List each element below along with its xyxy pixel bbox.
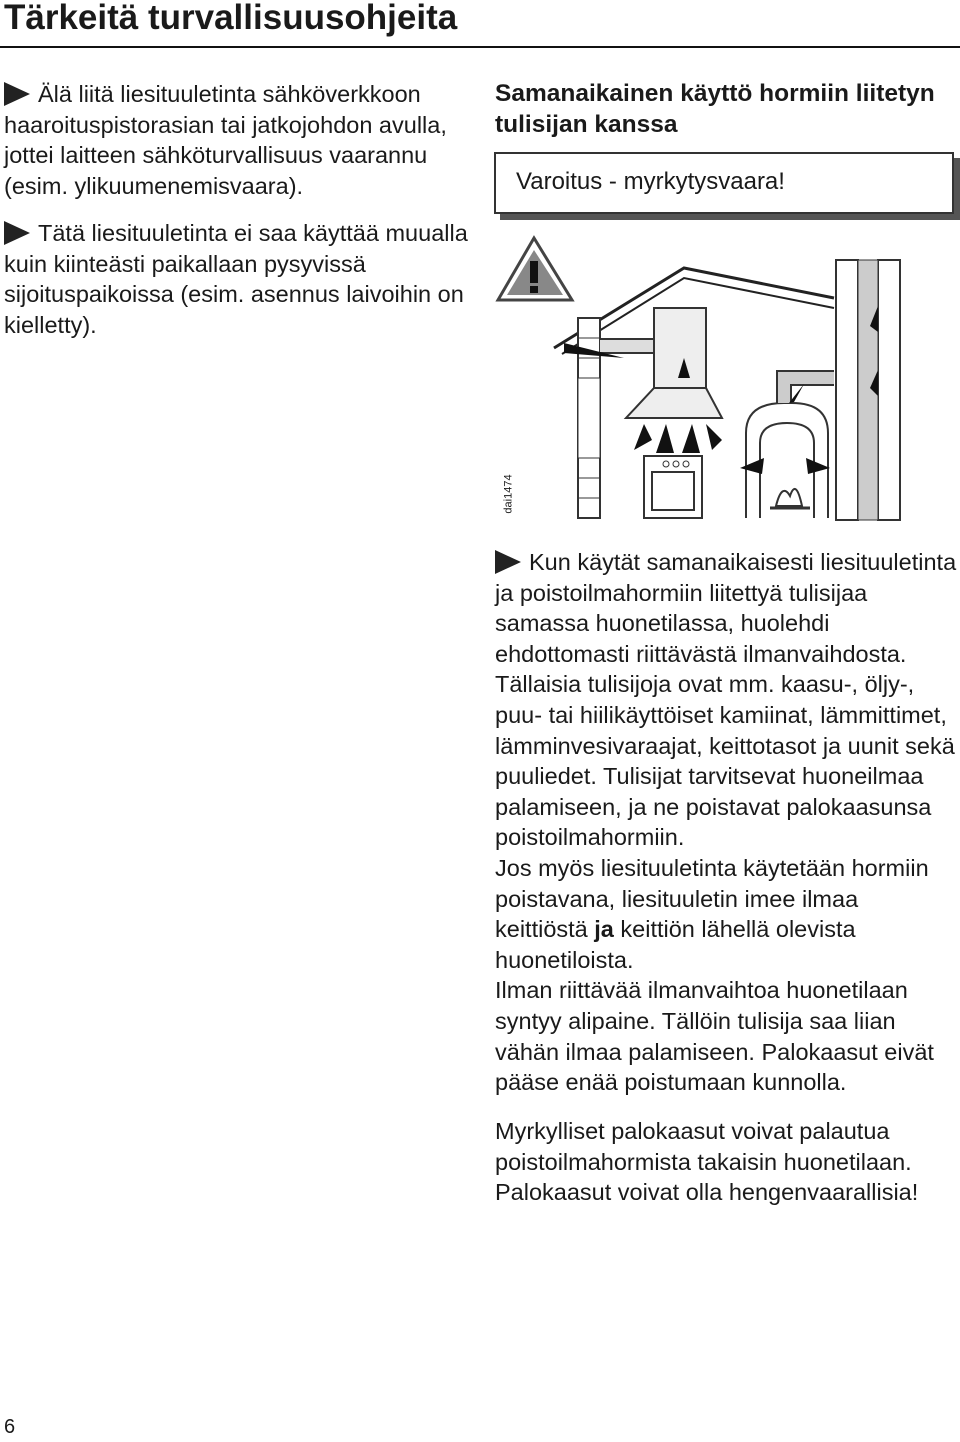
page-number: 6 [4,1416,16,1438]
bullet-arrow-icon [4,221,30,245]
ventilation-instruction-text: Kun käytät samanaikaisesti liesituuletinta ja poistoilmahormiin liitettyä tulisijaa samassa huonetilassa, huolehdi ehdottomasti riittävästä ilmanvaihdosta. Tällaisia tulisijoja ovat mm. kaasu-, öljy-, puu- tai hiilikäyttöiset kamiinat, lämmittimet, lämminvesivaraajat, keittotasot ja uunit sekä puuliedet. Tulisijat tarvitsevat huoneilmaa palamiseen, ja ne poistavat palokaasunsa poistoilmahormiin. [495,549,957,851]
safety-note-2 [4,218,474,340]
fireplace [746,378,834,518]
warning-triangle-icon [498,238,572,300]
ventilation-instruction-text-4: Ilman riittävää ilmanvaihtoa huonetilaan syntyy alipaine. Tällöin tulisija saa liian vähän ilmaa palamiseen. Palokaasut eivät pääse enää poistumaan kunnolla. [495,977,934,1096]
stove [644,456,702,518]
figure-code-text: dai1474 [502,474,515,514]
warning-text: Varoitus - myrkytysvaara! [516,168,785,195]
ventilation-instruction-bold: ja [594,916,614,943]
ventilation-instruction-text-2: Jos myös liesituuletinta käytetään hormiin poistavana, liesituuletin imee ilmaa keittiöstä [495,854,929,943]
safety-note-1-text: Älä liitä liesituuletinta sähköverkkoon haaroituspistorasian tai jatkojohdon avulla, jottei laitteen sähköturvallisuus vaarannu (esim. ylikuumenemisvaara). [4,81,447,199]
ventilation-instruction [495,547,957,1098]
figure-code [497,470,527,520]
title-rule [0,46,960,48]
page-title: Tärkeitä turvallisuusohjeita [4,0,458,37]
chimney [836,260,900,520]
warning-box [494,152,954,214]
ventilation-illustration [494,228,956,528]
bullet-arrow-icon [495,550,521,574]
bullet-arrow-icon [4,82,30,106]
toxic-gas-warning: Myrkylliset palokaasut voivat palautua poistoilmahormista takaisin huonetilaan. Palokaasut voivat olla hengenvaarallisia! [495,1118,919,1206]
ventilation-instruction-text-3: keittiön lähellä olevista huonetiloista. [495,916,856,973]
safety-note-1 [4,79,474,201]
section-heading: Samanaikainen käyttö hormiin liitetyn tulisijan kanssa [495,80,935,138]
safety-note-2-text: Tätä liesituuletinta ei saa käyttää muualla kuin kiinteästi paikallaan pysyvissä sijoituspaikoissa (esim. asennus laivoihin on kielletty). [4,220,468,338]
